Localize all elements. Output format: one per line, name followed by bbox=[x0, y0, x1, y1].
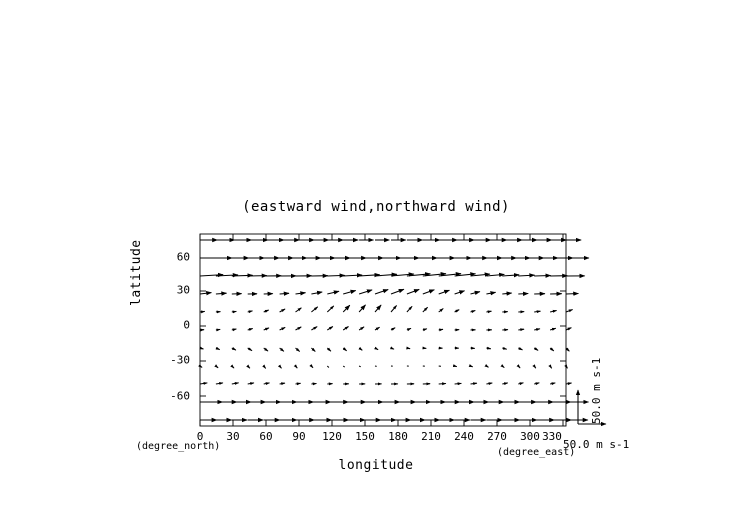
x-tick-label: 270 bbox=[487, 430, 507, 443]
vector-key-vertical-label: 50.0 m s-1 bbox=[590, 357, 603, 424]
x-tick-label: 90 bbox=[292, 430, 306, 443]
x-tick-label: 150 bbox=[355, 430, 375, 443]
y-axis-label: latitude bbox=[129, 239, 144, 306]
x-tick-label: 210 bbox=[421, 430, 441, 443]
axis-ticks bbox=[200, 234, 566, 426]
x-tick-label: 60 bbox=[259, 430, 273, 443]
y-axis-units: (degree_north) bbox=[136, 441, 221, 452]
x-tick-label: 180 bbox=[388, 430, 408, 443]
x-tick-label: 330 bbox=[542, 430, 562, 443]
y-tick-label: 30 bbox=[176, 283, 190, 297]
x-tick-label: 30 bbox=[226, 430, 240, 443]
y-tick-label: -60 bbox=[170, 389, 190, 403]
x-axis-label: longitude bbox=[338, 458, 414, 473]
plot-frame bbox=[200, 234, 566, 426]
x-tick-label: 240 bbox=[454, 430, 474, 443]
vector-key-horizontal-label: 50.0 m s-1 bbox=[563, 438, 630, 451]
x-tick-label: 300 bbox=[520, 430, 540, 443]
y-tick-label: -30 bbox=[170, 353, 190, 367]
x-tick-label: 120 bbox=[322, 430, 342, 443]
x-tick-label: 0 bbox=[196, 430, 204, 443]
x-axis-units: (degree_east) bbox=[497, 447, 576, 458]
y-tick-label: 0 bbox=[183, 318, 190, 332]
vector-key bbox=[578, 390, 606, 424]
chart-title: (eastward wind,northward wind) bbox=[242, 199, 510, 215]
wind-vector-field bbox=[200, 240, 589, 420]
y-tick-label: 60 bbox=[176, 250, 190, 264]
